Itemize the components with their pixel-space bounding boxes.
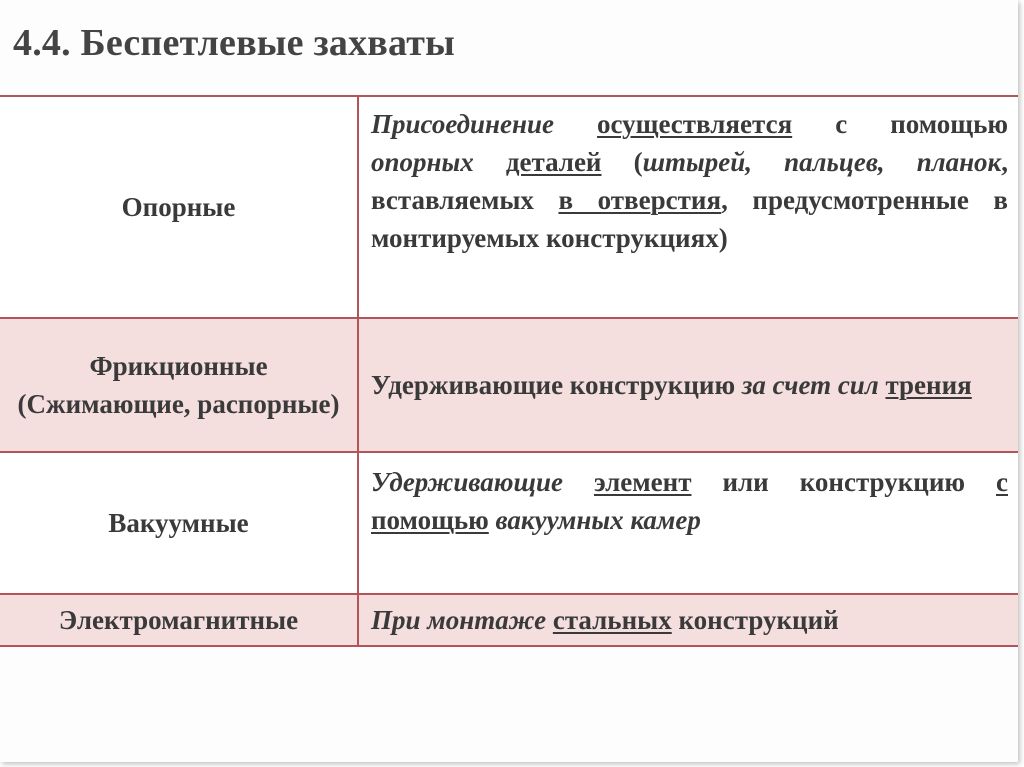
description-segment <box>489 505 496 535</box>
description-segment: При монтаже <box>371 605 547 635</box>
description-segment: в отверстия <box>558 185 722 215</box>
slide-title: 4.4. Беспетлевые захваты <box>13 22 455 64</box>
description-segment: элемент <box>593 467 692 497</box>
grip-type-cell <box>0 318 358 452</box>
grip-type-name: Электромагнитные <box>58 605 299 635</box>
grip-type-name: Фрикционные (Сжимающие, распорные) <box>17 351 340 419</box>
grip-type-name: Вакуумные <box>108 508 249 538</box>
description-segment: опорных <box>371 147 474 177</box>
description-segment <box>554 109 597 139</box>
table-row <box>0 452 1018 594</box>
grip-description <box>371 105 1008 257</box>
description-segment: с помощью <box>792 109 1008 139</box>
description-segment: с помощью <box>371 467 1008 535</box>
grip-type-cell <box>0 594 358 646</box>
description-segment: осуществляется <box>597 109 793 139</box>
description-segment: стальных <box>552 605 672 635</box>
description-segment <box>546 605 553 635</box>
description-segment: Удерживающие <box>371 467 563 497</box>
description-segment: , вставляемых <box>371 147 1008 215</box>
description-segment: вакуумных камер <box>495 505 701 535</box>
description-segment: Удерживающие конструкцию <box>371 370 742 400</box>
grip-description <box>371 601 1008 639</box>
description-segment: или конструкцию <box>691 467 997 497</box>
grip-description-cell <box>358 318 1018 452</box>
grip-description <box>371 463 1008 539</box>
description-segment: Присоединение <box>371 109 555 139</box>
description-segment <box>474 147 506 177</box>
grip-description-cell <box>358 452 1018 594</box>
description-segment: трения <box>885 370 972 400</box>
table-row <box>0 96 1018 318</box>
grip-type-cell <box>0 96 358 318</box>
description-segment: ( <box>601 147 643 177</box>
grip-description-cell <box>358 594 1018 646</box>
grips-table <box>0 95 1018 647</box>
description-segment: конструкций <box>671 605 839 635</box>
description-segment <box>563 467 594 497</box>
description-segment: штырей, пальцев, планок <box>642 147 1002 177</box>
description-segment: за счет сил <box>741 370 879 400</box>
table-row <box>0 318 1018 452</box>
grip-type-name: Опорные <box>121 192 236 222</box>
grip-description <box>371 366 1008 404</box>
grip-description-cell <box>358 96 1018 318</box>
description-segment: , предусмотренные в монтируемых конструкциях) <box>371 185 1008 253</box>
table-row <box>0 594 1018 646</box>
grip-type-cell <box>0 452 358 594</box>
description-segment: деталей <box>505 147 602 177</box>
